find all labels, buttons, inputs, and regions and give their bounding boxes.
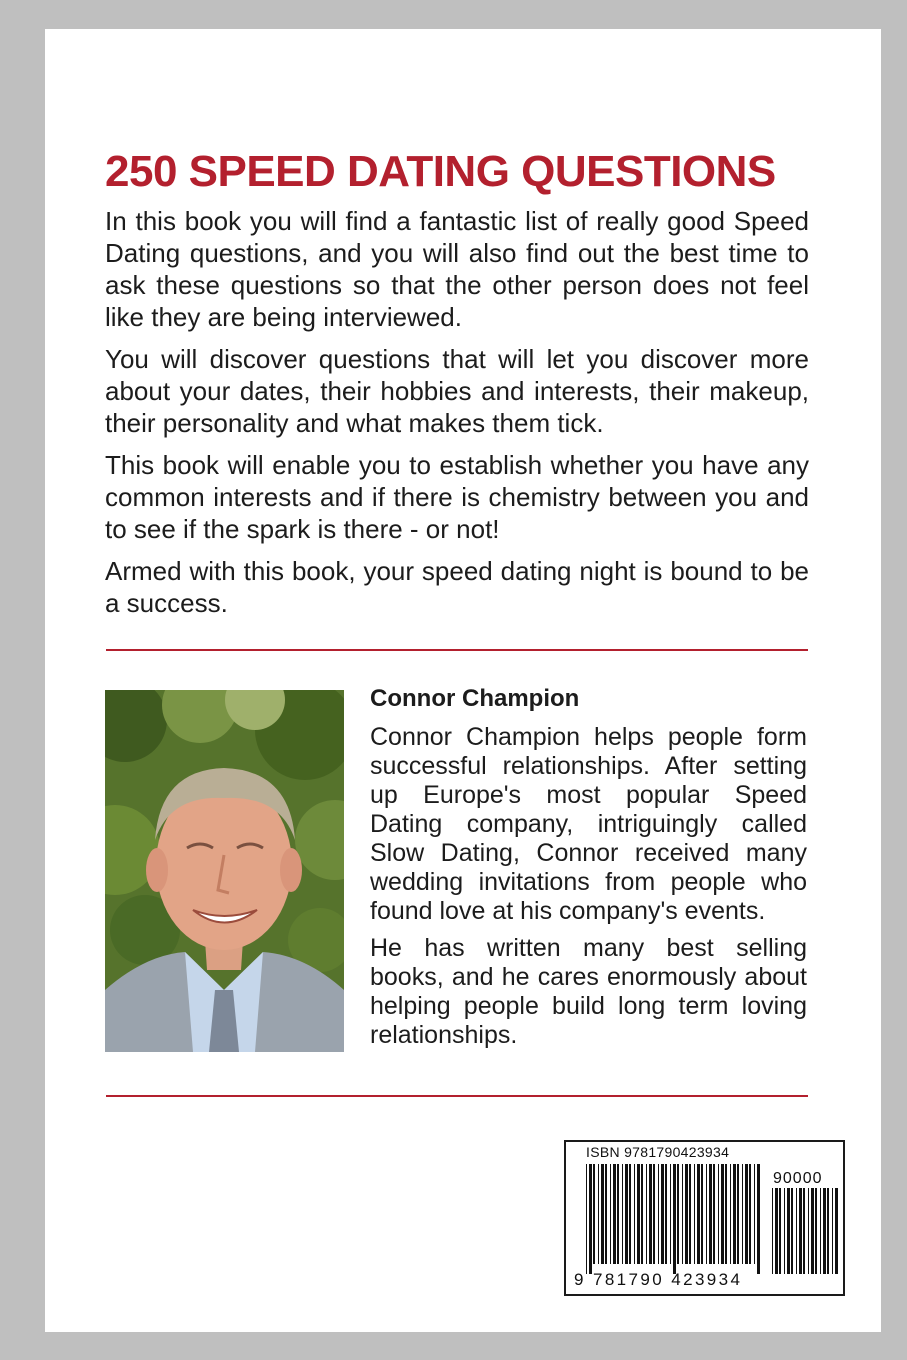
barcode-bar [772, 1188, 773, 1274]
barcode-bar [677, 1164, 679, 1264]
book-blurb [105, 205, 809, 629]
barcode-bar [665, 1164, 667, 1264]
barcode-bar [701, 1164, 703, 1264]
barcode-bar [784, 1188, 785, 1274]
isbn-barcode [564, 1140, 845, 1296]
barcode-bar [589, 1164, 592, 1274]
barcode-bar [730, 1164, 731, 1264]
blurb-paragraph: This book will enable you to establish whether you have any common interests and if there is chemistry between you and to see if the spark is there - or not! [105, 450, 809, 544]
barcode-bar [605, 1164, 607, 1264]
barcode-bar [709, 1164, 712, 1264]
barcode-bar [649, 1164, 652, 1264]
barcode-bar [658, 1164, 659, 1264]
barcode-bar [815, 1188, 817, 1274]
barcode-bar [673, 1164, 676, 1274]
barcode-bar [718, 1164, 719, 1264]
ean-digits: 9 781790 423934 [574, 1270, 743, 1289]
bio-paragraph: Connor Champion helps people form successful relationships. After setting up Europe's most popular Speed Dating company, intriguingly called Slow Dating, Connor received many wedding invitations from people who found love at his company's events. [370, 723, 807, 925]
barcode-bar [613, 1164, 616, 1264]
barcode-bar [737, 1164, 739, 1264]
barcode-bar [754, 1164, 755, 1264]
barcode-bar [808, 1188, 809, 1274]
author-bio [370, 681, 807, 1058]
barcode-bar [646, 1164, 647, 1264]
barcode-bar [617, 1164, 619, 1264]
barcode-bar [653, 1164, 655, 1264]
barcode-bar [742, 1164, 743, 1264]
barcode-bar [713, 1164, 715, 1264]
barcode-bar [803, 1188, 805, 1274]
barcode-bar [586, 1164, 587, 1274]
barcode-bar [721, 1164, 724, 1264]
addon-barcode-bars [772, 1188, 838, 1274]
blurb-paragraph: In this book you will find a fantastic list of really good Speed Dating questions, and you will also find out the best time to ask these questions so that the other person does not feel like they are being interviewed. [105, 206, 809, 332]
barcode-bar [787, 1188, 790, 1274]
section-divider [106, 1095, 808, 1097]
author-name: Connor Champion [370, 685, 580, 712]
barcode-bar [689, 1164, 691, 1264]
book-title: 250 SPEED DATING QUESTIONS [105, 147, 776, 196]
barcode-bar [661, 1164, 664, 1264]
barcode-bar [670, 1164, 671, 1264]
barcode-bar [694, 1164, 695, 1264]
barcode-bar [791, 1188, 793, 1274]
barcode-bar [634, 1164, 635, 1264]
barcode-bar [625, 1164, 628, 1264]
barcode-bar [757, 1164, 760, 1274]
barcode-bar [725, 1164, 727, 1264]
barcode-bar [827, 1188, 829, 1274]
price-addon-digits: 90000 [773, 1170, 823, 1187]
back-cover [45, 29, 881, 1332]
barcode-bar [745, 1164, 748, 1264]
barcode-bar [749, 1164, 751, 1264]
blurb-paragraph: You will discover questions that will let you discover more about your dates, their hobbies and interests, their makeup, their personality and what makes them tick. [105, 344, 809, 438]
section-divider [106, 649, 808, 651]
author-photo [105, 690, 344, 1052]
barcode-bar [733, 1164, 736, 1264]
barcode-bar [811, 1188, 814, 1274]
barcode-bar [622, 1164, 623, 1264]
barcode-bar [775, 1188, 778, 1274]
barcode-bar [779, 1188, 781, 1274]
barcode-bar [796, 1188, 797, 1274]
barcode-bar [685, 1164, 688, 1264]
barcode-bar [637, 1164, 640, 1264]
barcode-bar [832, 1188, 833, 1274]
ean-barcode-bars [586, 1164, 762, 1274]
barcode-bar [610, 1164, 611, 1264]
barcode-bar [706, 1164, 707, 1264]
barcode-bar [682, 1164, 683, 1264]
barcode-bar [823, 1188, 826, 1274]
barcode-bar [835, 1188, 838, 1274]
barcode-bar [598, 1164, 599, 1264]
barcode-bar [820, 1188, 821, 1274]
blurb-paragraph: Armed with this book, your speed dating night is bound to be a success. [105, 556, 809, 618]
barcode-bar [641, 1164, 643, 1264]
barcode-bar [799, 1188, 802, 1274]
bio-paragraph: He has written many best selling books, and he cares enormously about helping people build long term loving relationships. [370, 934, 807, 1049]
barcode-bar [601, 1164, 604, 1264]
barcode-bar [697, 1164, 700, 1264]
isbn-label: ISBN 9781790423934 [586, 1144, 730, 1160]
barcode-bar [593, 1164, 595, 1264]
barcode-bar [629, 1164, 631, 1264]
